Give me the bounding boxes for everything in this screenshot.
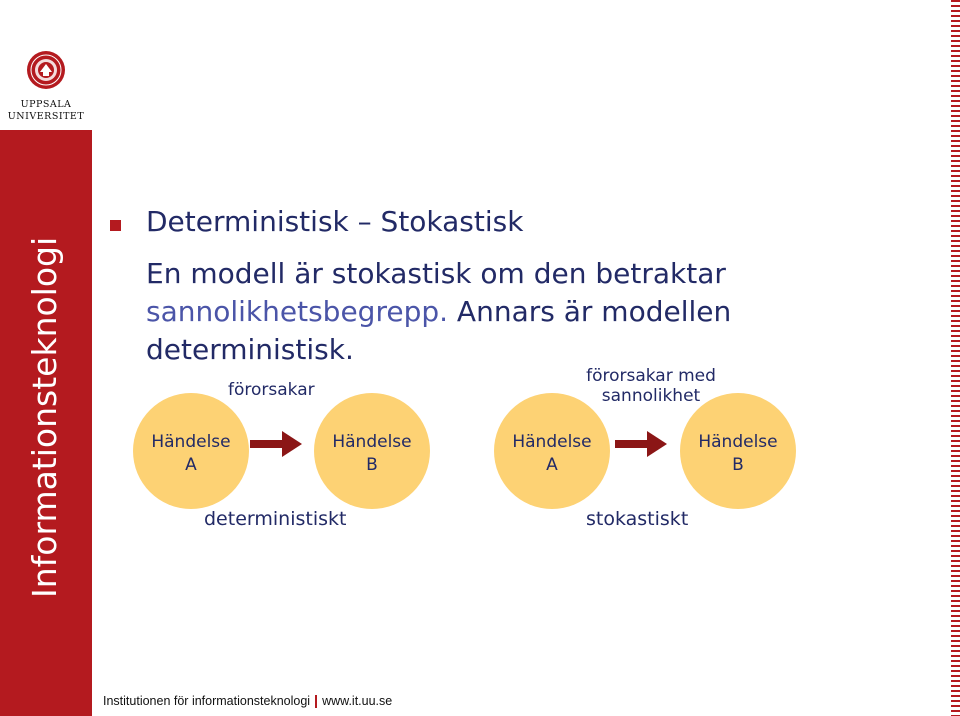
university-seal-icon	[26, 50, 66, 90]
footer	[103, 694, 392, 708]
right-caption: stokastiskt	[586, 508, 689, 530]
right-event-b-line2: B	[732, 455, 744, 475]
left-event-b-label	[317, 431, 427, 477]
right-event-a-label	[497, 431, 607, 477]
right-event-b-label	[683, 431, 793, 477]
footer-institution: Institutionen för informationsteknologi	[103, 694, 311, 708]
right-event-a-line1: Händelse	[512, 432, 592, 452]
right-cause-line2: sannolikhet	[601, 386, 701, 406]
sidebar-title: Informationsteknologi	[25, 236, 64, 598]
bullet-icon	[110, 220, 121, 231]
right-event-a-line2: A	[546, 455, 558, 475]
left-event-a-line1: Händelse	[151, 432, 231, 452]
sidebar	[0, 0, 92, 716]
right-arrow-icon	[615, 431, 667, 457]
left-cause-label: förorsakar	[228, 380, 315, 400]
right-cause-label	[576, 366, 726, 406]
university-name-line2: UNIVERSITET	[7, 111, 85, 122]
left-event-b-line2: B	[366, 455, 378, 475]
subtext-part2: sannolikhetsbegrepp.	[146, 295, 449, 328]
slide-heading: Deterministisk – Stokastisk	[146, 205, 524, 238]
university-name-line1: UPPSALA	[20, 99, 72, 110]
subtext-part3: Annars är modellen deterministisk.	[146, 295, 732, 366]
left-caption: deterministiskt	[204, 508, 347, 530]
footer-url[interactable]: www.it.uu.se	[322, 694, 393, 708]
left-event-b-line1: Händelse	[332, 432, 412, 452]
left-event-a-line2: A	[185, 455, 197, 475]
left-arrow-icon	[250, 431, 302, 457]
left-event-a-label	[136, 431, 246, 477]
right-event-b-line1: Händelse	[698, 432, 778, 452]
right-edge-pattern	[948, 0, 960, 716]
subtext-part1: En modell är stokastisk om den betraktar	[146, 257, 726, 290]
footer-separator	[315, 695, 317, 708]
slide-subtext	[146, 255, 846, 369]
right-cause-line1: förorsakar med	[586, 366, 716, 386]
logo-area	[0, 0, 92, 130]
